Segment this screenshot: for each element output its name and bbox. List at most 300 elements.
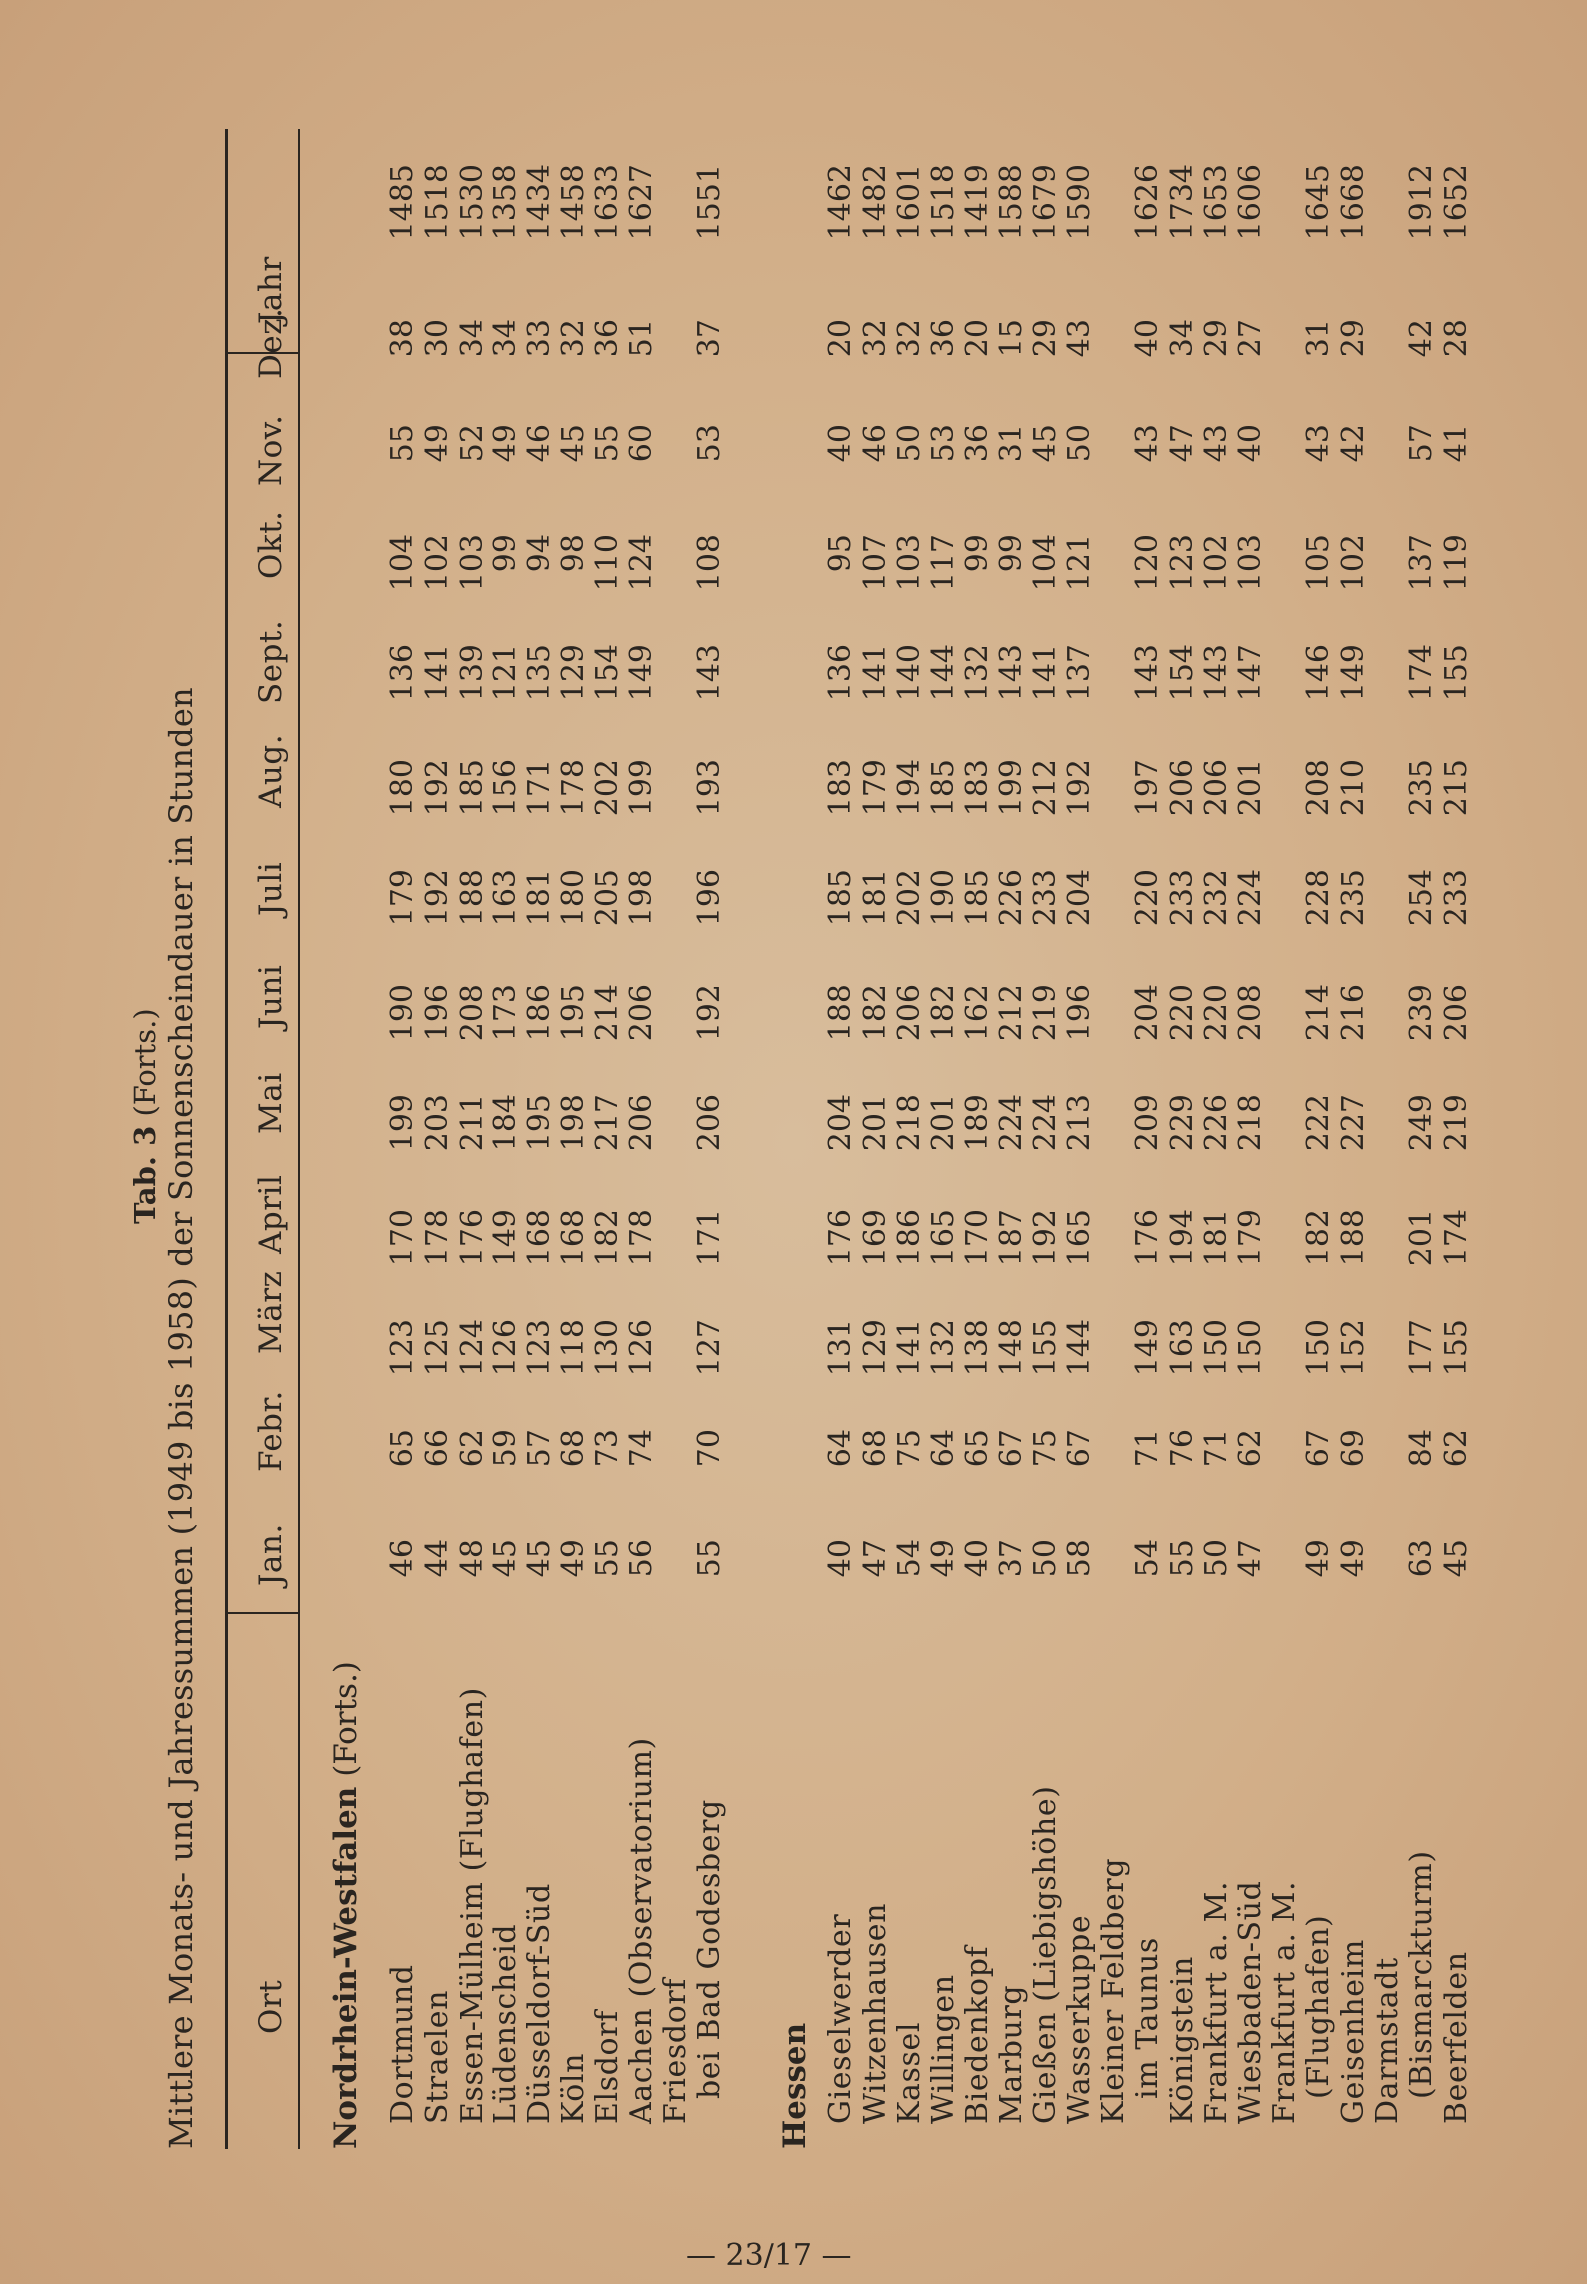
table-cell: 149 — [624, 644, 659, 702]
table-cell: 94 — [522, 534, 557, 573]
column-header-10: Okt. — [253, 510, 289, 579]
table-cell: 65 — [385, 1429, 420, 1468]
table-cell: 141 — [892, 1319, 927, 1377]
table-cell: 74 — [624, 1429, 659, 1468]
station-name: Frankfurt a. M. — [1267, 1880, 1302, 2124]
table-cell: 129 — [858, 1319, 893, 1377]
table-cell: 1912 — [1404, 164, 1439, 241]
table-cell: 1652 — [1439, 164, 1474, 241]
table-cell: 32 — [556, 319, 591, 358]
table-cell: 249 — [1404, 1094, 1439, 1152]
table-cell: 46 — [522, 424, 557, 463]
table-cell: 196 — [1062, 984, 1097, 1042]
table-cell: 183 — [960, 759, 995, 817]
table-cell: 59 — [488, 1429, 523, 1468]
table-cell: 32 — [892, 319, 927, 358]
station-name: Friesdorf — [658, 1977, 693, 2124]
table-cell: 195 — [522, 1094, 557, 1152]
table-cell: 125 — [420, 1319, 455, 1377]
column-header-11: Nov. — [253, 414, 289, 486]
table-cell: 170 — [960, 1209, 995, 1267]
table-cell: 1530 — [455, 164, 490, 241]
table-cell: 214 — [1301, 984, 1336, 1042]
table-cell: 99 — [994, 534, 1029, 573]
table-cell: 180 — [385, 759, 420, 817]
table-cell: 229 — [1165, 1094, 1200, 1152]
table-cell: 126 — [624, 1319, 659, 1377]
table-cell: 1626 — [1130, 164, 1165, 241]
station-name: Wiesbaden-Süd — [1233, 1880, 1268, 2124]
table-cell: 176 — [455, 1209, 490, 1267]
table-cell: 71 — [1199, 1429, 1234, 1468]
table-cell: 121 — [1062, 534, 1097, 592]
table-cell: 60 — [624, 424, 659, 463]
station-name: Dortmund — [385, 1964, 420, 2124]
station-name: (Bismarckturm) — [1404, 1850, 1439, 2099]
column-header-12: Dez. — [253, 307, 289, 379]
table-cell: 185 — [926, 759, 961, 817]
table-cell: 20 — [960, 319, 995, 358]
column-header-4: April — [253, 1174, 289, 1254]
station-name: Biedenkopf — [960, 1945, 995, 2124]
table-cell: 218 — [1233, 1094, 1268, 1152]
table-cell: 183 — [823, 759, 858, 817]
table-cell: 194 — [892, 759, 927, 817]
table-cell: 50 — [1028, 1539, 1063, 1578]
table-cell: 182 — [1301, 1209, 1336, 1267]
station-name: Königstein — [1165, 1956, 1200, 2124]
table-cell: 215 — [1439, 759, 1474, 817]
table-cell: 65 — [960, 1429, 995, 1468]
table-cell: 28 — [1439, 319, 1474, 358]
table-cell: 144 — [926, 644, 961, 702]
station-name: Lüdenscheid — [488, 1923, 523, 2124]
table-cell: 1601 — [892, 164, 927, 241]
table-cell: 99 — [960, 534, 995, 573]
table-cell: 233 — [1028, 869, 1063, 927]
table-cell: 186 — [522, 984, 557, 1042]
table-cell: 181 — [858, 869, 893, 927]
table-cell: 185 — [823, 869, 858, 927]
table-cell: 185 — [455, 759, 490, 817]
table-cell: 192 — [1062, 759, 1097, 817]
table-cell: 197 — [1130, 759, 1165, 817]
table-cell: 233 — [1165, 869, 1200, 927]
table-cell: 208 — [1233, 984, 1268, 1042]
table-cell: 224 — [1233, 869, 1268, 927]
table-cell: 204 — [1062, 869, 1097, 927]
table-cell: 214 — [590, 984, 625, 1042]
table-cell: 173 — [488, 984, 523, 1042]
table-cell: 54 — [1130, 1539, 1165, 1578]
table-cell: 196 — [692, 869, 727, 927]
table-cell: 201 — [858, 1094, 893, 1152]
table-cell: 55 — [590, 424, 625, 463]
table-cell: 206 — [1439, 984, 1474, 1042]
table-cell: 141 — [1028, 644, 1063, 702]
column-header-6: Juni — [253, 964, 289, 1029]
table-cell: 48 — [455, 1539, 490, 1578]
table-cell: 209 — [1130, 1094, 1165, 1152]
table-cell: 143 — [994, 644, 1029, 702]
table-cell: 206 — [1165, 759, 1200, 817]
table-cell: 206 — [624, 984, 659, 1042]
table-cell: 15 — [994, 319, 1029, 358]
top-rule — [225, 129, 228, 2149]
table-cell: 43 — [1199, 424, 1234, 463]
table-cell: 64 — [823, 1429, 858, 1468]
table-cell: 105 — [1301, 534, 1336, 592]
table-cell: 132 — [960, 644, 995, 702]
table-cell: 70 — [692, 1429, 727, 1468]
table-cell: 129 — [556, 644, 591, 702]
table-cell: 206 — [892, 984, 927, 1042]
station-name: (Flughafen) — [1301, 1914, 1336, 2099]
table-cell: 184 — [488, 1094, 523, 1152]
table-cell: 55 — [692, 1539, 727, 1578]
table-cell: 162 — [960, 984, 995, 1042]
column-header-13: Jahr — [253, 256, 289, 324]
station-name: Köln — [556, 2053, 591, 2124]
table-cell: 37 — [692, 319, 727, 358]
table-cell: 163 — [1165, 1319, 1200, 1377]
table-cell: 32 — [858, 319, 893, 358]
table-cell: 203 — [420, 1094, 455, 1152]
table-cell: 55 — [590, 1539, 625, 1578]
table-cell: 68 — [556, 1429, 591, 1468]
table-cell: 124 — [624, 534, 659, 592]
table-cell: 1551 — [692, 164, 727, 241]
table-cell: 188 — [823, 984, 858, 1042]
table-cell: 165 — [1062, 1209, 1097, 1267]
table-cell: 42 — [1336, 424, 1371, 463]
table-cell: 211 — [455, 1094, 490, 1152]
table-cell: 232 — [1199, 869, 1234, 927]
table-cell: 20 — [823, 319, 858, 358]
table-cell: 144 — [1062, 1319, 1097, 1377]
table-cell: 201 — [1233, 759, 1268, 817]
column-header-8: Aug. — [253, 733, 289, 808]
table-cell: 174 — [1404, 644, 1439, 702]
header-rule — [298, 129, 300, 2149]
table-cell: 1590 — [1062, 164, 1097, 241]
station-name: Darmstadt — [1370, 1957, 1405, 2124]
table-cell: 34 — [488, 319, 523, 358]
table-cell: 29 — [1199, 319, 1234, 358]
table-cell: 208 — [1301, 759, 1336, 817]
table-cell: 49 — [556, 1539, 591, 1578]
table-cell: 219 — [1028, 984, 1063, 1042]
table-cell: 1358 — [488, 164, 523, 241]
table-cell: 1588 — [994, 164, 1029, 241]
station-name: Düsseldorf-Süd — [522, 1883, 557, 2124]
table-cell: 40 — [823, 1539, 858, 1578]
table-cell: 178 — [624, 1209, 659, 1267]
table-cell: 46 — [858, 424, 893, 463]
table-cell: 188 — [1336, 1209, 1371, 1267]
table-cell: 103 — [455, 534, 490, 592]
table-cell: 34 — [455, 319, 490, 358]
column-header-2: Febr. — [253, 1390, 289, 1472]
table-cell: 143 — [1199, 644, 1234, 702]
table-cell: 179 — [1233, 1209, 1268, 1267]
table-cell: 143 — [1130, 644, 1165, 702]
table-cell: 174 — [1439, 1209, 1474, 1267]
table-cell: 254 — [1404, 869, 1439, 927]
table-cell: 1462 — [823, 164, 858, 241]
table-cell: 149 — [1336, 644, 1371, 702]
table-cell: 103 — [892, 534, 927, 592]
table-cell: 149 — [1130, 1319, 1165, 1377]
table-cell: 156 — [488, 759, 523, 817]
station-name: Gießen (Liebigshöhe) — [1028, 1785, 1063, 2124]
section-heading: Nordrhein-Westfalen (Forts.) — [328, 1661, 364, 2149]
table-cell: 104 — [385, 534, 420, 592]
table-cell: 208 — [455, 984, 490, 1042]
table-cell: 192 — [1028, 1209, 1063, 1267]
table-cell: 163 — [488, 869, 523, 927]
table-cell: 210 — [1336, 759, 1371, 817]
station-name: Wasserkuppe — [1062, 1914, 1097, 2124]
table-cell: 27 — [1233, 319, 1268, 358]
table-cell: 1458 — [556, 164, 591, 241]
table-cell: 49 — [1336, 1539, 1371, 1578]
station-name: Frankfurt a. M. — [1199, 1880, 1234, 2124]
table-cell: 47 — [858, 1539, 893, 1578]
table-cell: 30 — [420, 319, 455, 358]
table-cell: 202 — [892, 869, 927, 927]
table-cell: 45 — [522, 1539, 557, 1578]
table-cell: 228 — [1301, 869, 1336, 927]
table-cell: 104 — [1028, 534, 1063, 592]
table-cell: 41 — [1439, 424, 1474, 463]
table-cell: 36 — [926, 319, 961, 358]
station-name: Kassel — [892, 2021, 927, 2124]
table-cell: 73 — [590, 1429, 625, 1468]
table-cell: 168 — [522, 1209, 557, 1267]
table-cell: 202 — [590, 759, 625, 817]
table-cell: 49 — [1301, 1539, 1336, 1578]
table-cell: 181 — [1199, 1209, 1234, 1267]
station-name: Straelen — [420, 1989, 455, 2124]
table-cell: 206 — [624, 1094, 659, 1152]
table-cell: 117 — [926, 534, 961, 592]
table-cell: 71 — [1130, 1429, 1165, 1468]
table-cell: 45 — [488, 1539, 523, 1578]
table-cell: 75 — [1028, 1429, 1063, 1468]
table-cell: 233 — [1439, 869, 1474, 927]
table-cell: 98 — [556, 534, 591, 573]
table-cell: 53 — [692, 424, 727, 463]
table-cell: 171 — [692, 1209, 727, 1267]
table-cell: 165 — [926, 1209, 961, 1267]
table-cell: 34 — [1165, 319, 1200, 358]
table-cell: 75 — [892, 1429, 927, 1468]
table-cell: 154 — [590, 644, 625, 702]
table-cell: 37 — [994, 1539, 1029, 1578]
page-number: — 23/17 — — [686, 2238, 852, 2273]
table-cell: 127 — [692, 1319, 727, 1377]
table-cell: 154 — [1165, 644, 1200, 702]
table-cell: 188 — [455, 869, 490, 927]
table-cell: 40 — [1233, 424, 1268, 463]
table-cell: 51 — [624, 319, 659, 358]
table-cell: 67 — [1062, 1429, 1097, 1468]
table-cell: 47 — [1165, 424, 1200, 463]
table-cell: 118 — [556, 1319, 591, 1377]
table-cell: 213 — [1062, 1094, 1097, 1152]
table-cell: 1518 — [926, 164, 961, 241]
table-cell: 141 — [858, 644, 893, 702]
table-cell: 1606 — [1233, 164, 1268, 241]
table-cell: 43 — [1062, 319, 1097, 358]
table-cell: 179 — [385, 869, 420, 927]
table-cell: 198 — [624, 869, 659, 927]
column-header-9: Sept. — [253, 619, 289, 704]
table-cell: 46 — [385, 1539, 420, 1578]
station-name: Gieselwerder — [823, 1913, 858, 2124]
table-cell: 50 — [1062, 424, 1097, 463]
table-cell: 239 — [1404, 984, 1439, 1042]
table-cell: 235 — [1336, 869, 1371, 927]
table-cell: 190 — [926, 869, 961, 927]
table-cell: 1668 — [1336, 164, 1371, 241]
table-cell: 224 — [1028, 1094, 1063, 1152]
table-cell: 136 — [385, 644, 420, 702]
table-cell: 218 — [892, 1094, 927, 1152]
station-name: Geisenheim — [1336, 1939, 1371, 2124]
station-name: Marburg — [994, 1984, 1029, 2124]
table-cell: 192 — [420, 759, 455, 817]
table-cell: 121 — [488, 644, 523, 702]
table-cell: 132 — [926, 1319, 961, 1377]
table-cell: 171 — [522, 759, 557, 817]
table-cell: 102 — [420, 534, 455, 592]
table-cell: 29 — [1336, 319, 1371, 358]
table-cell: 155 — [1439, 644, 1474, 702]
table-cell: 57 — [1404, 424, 1439, 463]
column-header-0: Ort — [253, 1979, 289, 2034]
table-cell: 43 — [1130, 424, 1165, 463]
table-cell: 43 — [1301, 424, 1336, 463]
table-cell: 176 — [823, 1209, 858, 1267]
table-cell: 149 — [488, 1209, 523, 1267]
table-cell: 1485 — [385, 164, 420, 241]
table-cell: 148 — [994, 1319, 1029, 1377]
table-cell: 226 — [1199, 1094, 1234, 1152]
table-cell: 103 — [1233, 534, 1268, 592]
table-cell: 1434 — [522, 164, 557, 241]
table-cell: 227 — [1336, 1094, 1371, 1152]
table-cell: 62 — [1439, 1429, 1474, 1468]
table-cell: 40 — [823, 424, 858, 463]
table-cell: 206 — [1199, 759, 1234, 817]
table-cell: 47 — [1233, 1539, 1268, 1578]
table-cell: 58 — [1062, 1539, 1097, 1578]
table-cell: 99 — [488, 534, 523, 573]
table-cell: 124 — [455, 1319, 490, 1377]
table-cell: 179 — [858, 759, 893, 817]
table-cell: 140 — [892, 644, 927, 702]
table-cell: 150 — [1199, 1319, 1234, 1377]
table-cell: 36 — [590, 319, 625, 358]
table-cell: 42 — [1404, 319, 1439, 358]
table-cell: 1482 — [858, 164, 893, 241]
table-cell: 169 — [858, 1209, 893, 1267]
table-cell: 199 — [385, 1094, 420, 1152]
table-cell: 226 — [994, 869, 1029, 927]
table-cell: 1419 — [960, 164, 995, 241]
column-header-5: Mai — [253, 1072, 289, 1134]
table-cell: 95 — [823, 534, 858, 573]
table-cell: 52 — [455, 424, 490, 463]
table-cell: 150 — [1233, 1319, 1268, 1377]
table-cell: 50 — [1199, 1539, 1234, 1578]
table-cell: 45 — [1439, 1539, 1474, 1578]
table-cell: 36 — [960, 424, 995, 463]
table-cell: 1627 — [624, 164, 659, 241]
table-cell: 206 — [692, 1094, 727, 1152]
table-cell: 143 — [692, 644, 727, 702]
table-cell: 185 — [960, 869, 995, 927]
table-cell: 190 — [385, 984, 420, 1042]
table-cell: 178 — [420, 1209, 455, 1267]
table-cell: 123 — [522, 1319, 557, 1377]
table-cell: 201 — [1404, 1209, 1439, 1267]
table-cell: 29 — [1028, 319, 1063, 358]
station-name: Aachen (Observatorium) — [624, 1737, 659, 2124]
table-cell: 137 — [1404, 534, 1439, 592]
table-cell: 146 — [1301, 644, 1336, 702]
table-cell: 123 — [385, 1319, 420, 1377]
table-cell: 141 — [420, 644, 455, 702]
station-name: Witzenhausen — [858, 1902, 893, 2124]
table-cell: 31 — [994, 424, 1029, 463]
table-cell: 53 — [926, 424, 961, 463]
table-cell: 1633 — [590, 164, 625, 241]
table-cell: 219 — [1439, 1094, 1474, 1152]
station-name: bei Bad Godesberg — [692, 1799, 727, 2099]
table-cell: 224 — [994, 1094, 1029, 1152]
table-cell: 45 — [556, 424, 591, 463]
table-cell: 131 — [823, 1319, 858, 1377]
station-name: Willingen — [926, 1974, 961, 2124]
table-cell: 44 — [420, 1539, 455, 1578]
table-cell: 192 — [692, 984, 727, 1042]
table-cell: 135 — [522, 644, 557, 702]
table-cell: 84 — [1404, 1429, 1439, 1468]
table-cell: 49 — [926, 1539, 961, 1578]
table-cell: 62 — [455, 1429, 490, 1468]
table-cell: 182 — [926, 984, 961, 1042]
table-cell: 130 — [590, 1319, 625, 1377]
table-cell: 155 — [1028, 1319, 1063, 1377]
table-cell: 68 — [858, 1429, 893, 1468]
table-cell: 102 — [1336, 534, 1371, 592]
table-cell: 62 — [1233, 1429, 1268, 1468]
table-cell: 1518 — [420, 164, 455, 241]
table-subtitle: Mittlere Monats- und Jahressummen (1949 bis 1958) der Sonnenscheindauer in Stunden — [162, 687, 200, 2149]
table-cell: 189 — [960, 1094, 995, 1152]
section-heading: Hessen — [777, 2022, 813, 2149]
table-cell: 45 — [1028, 424, 1063, 463]
table-cell: 110 — [590, 534, 625, 592]
table-cell: 177 — [1404, 1319, 1439, 1377]
table-cell: 137 — [1062, 644, 1097, 702]
table-cell: 107 — [858, 534, 893, 592]
table-cell: 170 — [385, 1209, 420, 1267]
table-cell: 220 — [1165, 984, 1200, 1042]
